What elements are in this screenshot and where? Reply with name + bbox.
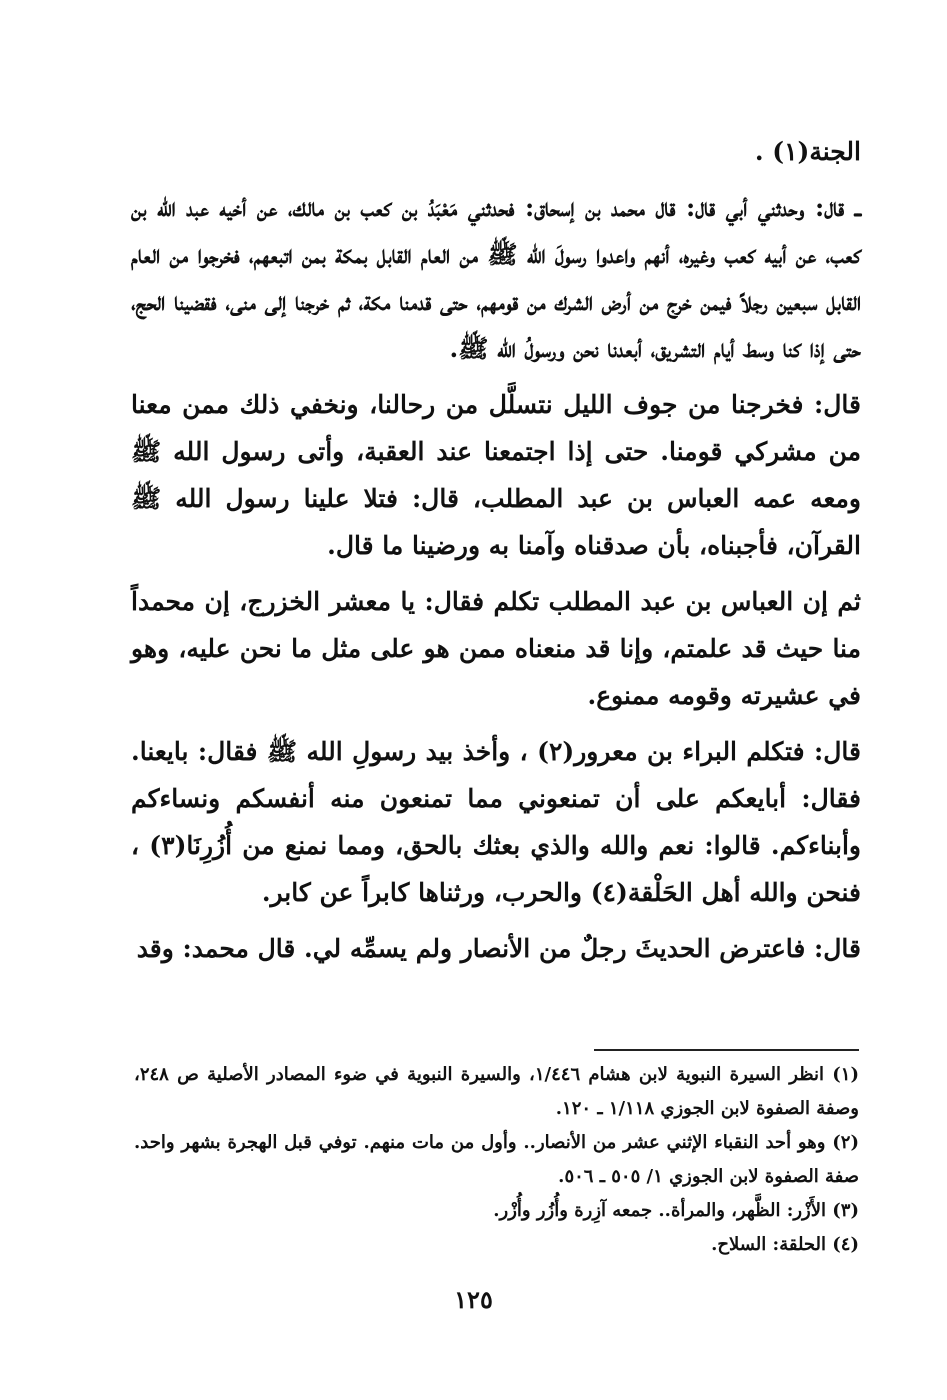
footnote-2: (٢) وهو أحد النقباء الإثني عشر من الأنصار.. وأول من مات منهم. توفي قبل الهجرة بشهر واحد. صفة الصفوة لابن الجوزي ١/ ٥٠٥ ـ ٥٠٦. [134,1132,859,1187]
paragraph-4: قال: فتكلم البراء بن معرور(٢) ، وأخذ بيد رسولِ الله ﷺ فقال: بايعنا. فقال: أبايعكم على أن تمنعوني مما تمنعون منه أنفسكم ونساءكم وأبناءكم. قالوا: نعم والله والذي بعثك بالحق، ومما نمنع من أُزُرِنَا(٣) ، فنحن والله أهل الحَلْقة(٤) والحرب، ورثناها كابراً عن كابر. [131,737,861,907]
main-text [131,184,861,981]
paragraph-3: ثم إن العباس بن عبد المطلب تكلم فقال: يا معشر الخزرج، إن محمداً منا حيث قد علمتم، وإنا قد منعناه ممن هو على مثل ما نحن عليه، وهو في عشيرته وقومه ممنوع. [131,587,861,710]
footnote-4: (٤) الحلقة: السلاح. [711,1234,859,1255]
footnote-divider [594,1049,859,1051]
footnotes [134,1058,859,1262]
paragraph-1: ــ قال: وحدثني أبي قال: قال محمد بن إسحاق: فحدثني مَعْبَدُ بن كعب بن مالك، عن أخيه عبد الله بن كعب، عن أبيه كعب وغيره، أنهم واعدوا رسولَ الله ﷺ من العام القابل بمكة بمن اتبعهم، فخرجوا من العام القابل سبعين رجلاً فيمن خرج من أرض الشرك من قومهم، حتى قدمنا مكة، ثم خرجنا إلى منى، فقضينا الحج، حتى إذا كنا وسط أيام التشريق، أبعدنا نحن ورسولُ الله ﷺ. [131,193,861,363]
footnote-1: (١) انظر السيرة النبوية لابن هشام ١/٤٤٦، والسيرة النبوية في ضوء المصادر الأصلية ص ٢٤٨، وصفة الصفوة لابن الجوزي ١/١١٨ ـ ١٢٠. [134,1064,859,1119]
paragraph-5: قال: فاعترض الحديثَ رجلٌ من الأنصار ولم يسمِّه لي. قال محمد: وقد [136,934,861,963]
opening-line: الجنة(١) . [754,137,861,166]
footnote-3: (٣) الأَزْر: الظَّهر، والمرأة.. جمعه آزِرة وأُزُر وأُزْر. [493,1200,859,1221]
page-number: ١٢٥ [454,1285,493,1314]
paragraph-2: قال: فخرجنا من جوف الليل نتسلَّل من رحالنا، ونخفي ذلك ممن معنا من مشركي قومنا. حتى إذا اجتمعنا عند العقبة، وأتى رسول الله ﷺ ومعه عمه العباس بن عبد المطلب، قال: فتلا علينا رسول الله ﷺ القرآن، فأجبناه، بأن صدقناه وآمنا به ورضينا ما قال. [131,390,861,560]
